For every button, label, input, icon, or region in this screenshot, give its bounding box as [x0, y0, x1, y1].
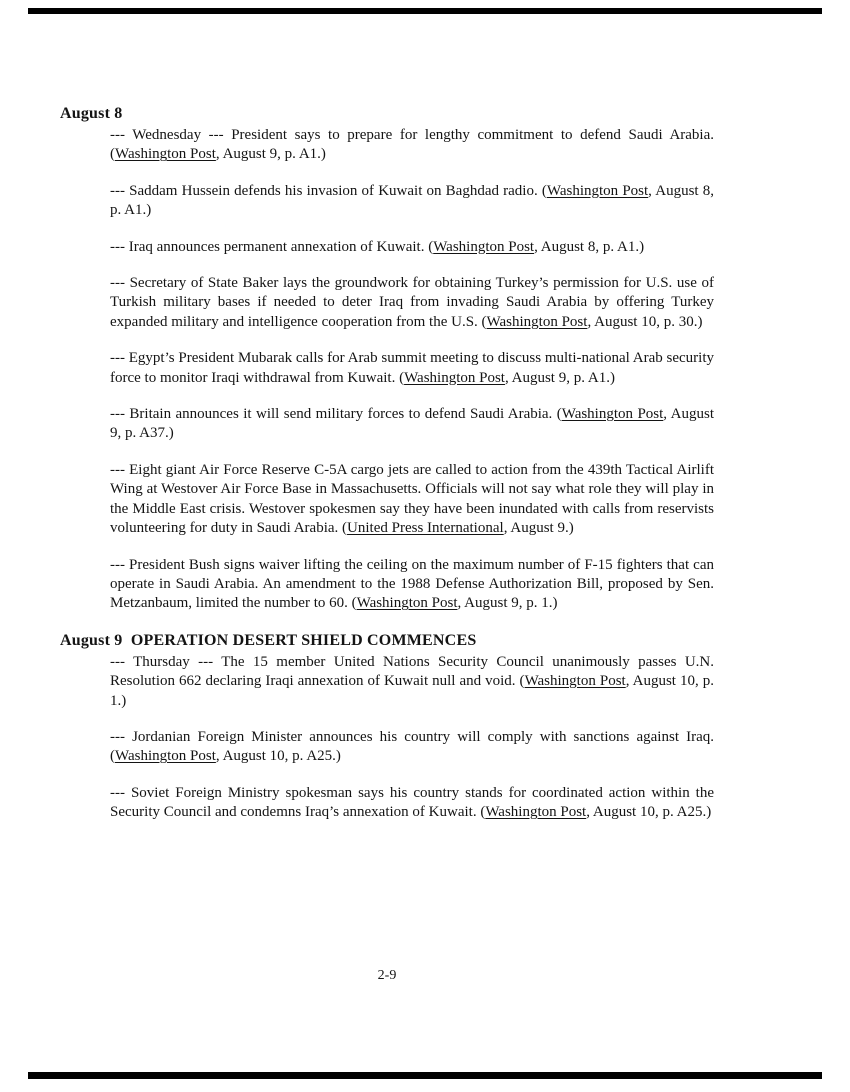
entry-text: , August 8, p. A1.) — [110, 182, 714, 219]
entry-paragraph — [110, 238, 714, 257]
entry-paragraph — [110, 182, 714, 221]
entry-text: , August 9.) — [503, 520, 574, 537]
citation-source: Washington Post — [433, 238, 535, 255]
entry-text: , August 9, p. A1.) — [504, 369, 615, 386]
entry-text: --- Egypt’s President Mubarak calls for Arab summit meeting to discuss multi-national Arab security force to monitor Iraqi withdrawal from Kuwait. ( — [110, 350, 714, 386]
citation-source: Washington Post — [546, 182, 649, 199]
entry-text: --- President Bush signs waiver lifting the ceiling on the maximum number of F-15 fighters that can operate in Saudi Arabia. An amendment to the 1988 Defense Authorization Bill, proposed by Sen. Metzanbaum, limited the number to 60. ( — [110, 556, 714, 612]
citation-source: Washington Post — [561, 406, 664, 423]
entry-text: --- Saddam Hussein defends his invasion of Kuwait on Baghdad radio. ( — [110, 182, 547, 199]
entry-text: , August 10, p. A25.) — [215, 748, 341, 765]
entry-paragraph — [110, 274, 714, 332]
citation-source: Washington Post — [524, 673, 626, 690]
page-number: 2-9 — [377, 968, 397, 983]
entry-text: --- Thursday --- The 15 member United Nations Security Council unanimously passes U.N. Resolution 662 declaring Iraqi annexation of Kuwait null and void. ( — [110, 653, 714, 690]
entry-text: --- Soviet Foreign Ministry spokesman says his country stands for coordinated action within the Security Council and condemns Iraq’s annexation of Kuwait. ( — [110, 784, 714, 821]
entry-text: , August 9, p. A1.) — [215, 146, 326, 163]
citation-source: Washington Post — [356, 595, 458, 612]
entry-text: , August 10, p. A25.) — [586, 804, 712, 821]
document-content — [60, 104, 714, 840]
entry-text: --- Jordanian Foreign Minister announces his country will comply with sanctions against Iraq. ( — [110, 728, 714, 765]
entry-paragraph — [110, 653, 714, 711]
entry-paragraph — [110, 126, 714, 165]
entry-text: --- Secretary of State Baker lays the groundwork for obtaining Turkey’s permission for U.S. use of Turkish military bases if needed to deter Iraq from invading Saudi Arabia by offering Turkey expanded military and intelligence cooperation from the U.S. ( — [110, 275, 714, 330]
entry-paragraph — [110, 784, 714, 823]
entry-text: --- Britain announces it will send military forces to defend Saudi Arabia. ( — [110, 406, 562, 423]
top-rule — [28, 8, 822, 14]
entry-text: --- Eight giant Air Force Reserve C-5A cargo jets are called to action from the 439th Tactical Airlift Wing at Westover Air Force Base in Massachusetts. Officials will not say what role they will play in the Middle East crisis. Westover spokesmen say they have been inundated with calls from reservists volunteering for duty in Saudi Arabia. ( — [110, 461, 714, 537]
chronology-section — [60, 631, 714, 823]
citation-source: Washington Post — [486, 313, 588, 330]
bottom-rule — [28, 1072, 822, 1079]
entry-paragraph — [110, 556, 714, 614]
entry-text: --- Wednesday --- President says to prepare for lengthy commitment to defend Saudi Arabia. ( — [110, 127, 714, 163]
entry-paragraph — [110, 728, 714, 767]
entry-text: --- Iraq announces permanent annexation of Kuwait. ( — [110, 238, 434, 255]
entry-paragraph — [110, 405, 714, 444]
entry-paragraph — [110, 349, 714, 388]
entry-text: , August 8, p. A1.) — [534, 238, 645, 255]
citation-source: Washington Post — [485, 804, 587, 821]
chronology-section — [60, 104, 714, 614]
citation-source: United Press International — [347, 520, 504, 537]
entry-text: , August 10, p. 1.) — [110, 673, 714, 709]
section-heading: August 9 OPERATION DESERT SHIELD COMMENCES — [60, 631, 477, 649]
entry-text: , August 9, p. A37.) — [110, 406, 714, 442]
entry-text: , August 10, p. 30.) — [587, 313, 703, 330]
section-heading: August 8 — [60, 105, 123, 122]
citation-source: Washington Post — [115, 146, 216, 163]
entry-text: , August 9, p. 1.) — [457, 595, 558, 612]
entry-paragraph — [110, 461, 714, 539]
citation-source: Washington Post — [115, 748, 216, 765]
citation-source: Washington Post — [404, 369, 505, 386]
